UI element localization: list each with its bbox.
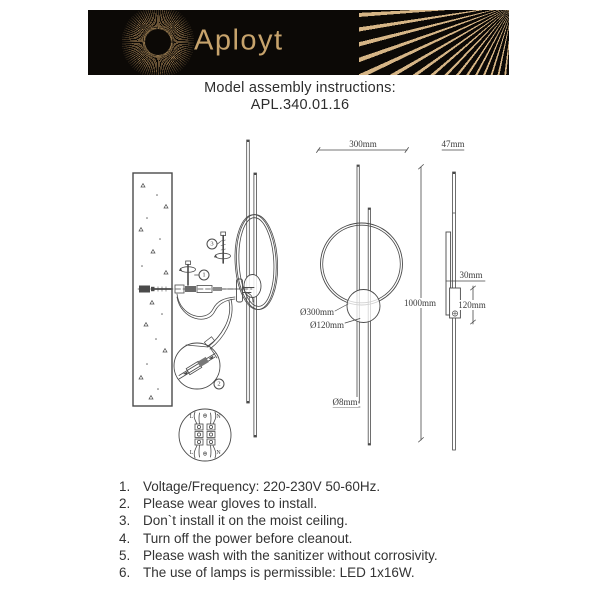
instruction-item	[119, 478, 519, 495]
instruction-item	[119, 530, 519, 547]
dim-offset-label: 30mm	[459, 270, 483, 280]
instruction-item	[119, 495, 519, 512]
wiring-earth-icon: ⊕	[202, 413, 208, 419]
item-text: Turn off the power before cleanout.	[143, 530, 353, 546]
item-number: 5.	[119, 547, 131, 563]
dim-rod-label: Ø8mm	[332, 397, 358, 407]
instruction-item	[119, 564, 519, 581]
instruction-item	[119, 512, 519, 529]
item-text: Please wear gloves to install.	[143, 496, 318, 512]
dim-width-label: 300mm	[349, 139, 377, 149]
dim-ring-label: Ø300mm	[299, 307, 335, 317]
callout-step-1: 1	[199, 270, 210, 281]
wiring-earth-icon: ⊕	[202, 451, 208, 458]
wiring-neutral-bottom: N	[216, 449, 221, 456]
instruction-item	[119, 547, 519, 564]
instruction-list	[119, 478, 519, 581]
model-number: APL.340.01.16	[250, 97, 350, 113]
item-number: 4.	[119, 530, 131, 546]
item-number: 3.	[119, 513, 131, 529]
item-number: 2.	[119, 496, 131, 512]
brand-name: Aployt	[194, 24, 284, 57]
dim-base-label: 120mm	[458, 300, 486, 310]
sheet-title: Model assembly instructions:	[204, 80, 396, 96]
item-text: Don`t install it on the moist ceiling.	[143, 513, 348, 529]
callout-step-3: 3	[207, 239, 218, 250]
callout-step-2: 2	[214, 379, 225, 390]
dim-height-label: 1000mm	[403, 298, 437, 308]
item-number: 1.	[119, 479, 131, 494]
dim-depth-label: 47mm	[441, 139, 465, 149]
wiring-live-top: L	[189, 414, 194, 420]
item-text: Please wash with the sanitizer without corrosivity.	[143, 547, 438, 563]
wiring-neutral-top: N	[216, 414, 221, 420]
item-text: The use of lamps is permissible: LED 1x16W.	[143, 565, 415, 581]
item-number: 6.	[119, 565, 131, 581]
wiring-live-bottom: L	[189, 449, 194, 456]
dim-ball-label: Ø120mm	[309, 320, 345, 330]
item-text: Voltage/Frequency: 220-230V 50-60Hz.	[143, 479, 381, 494]
